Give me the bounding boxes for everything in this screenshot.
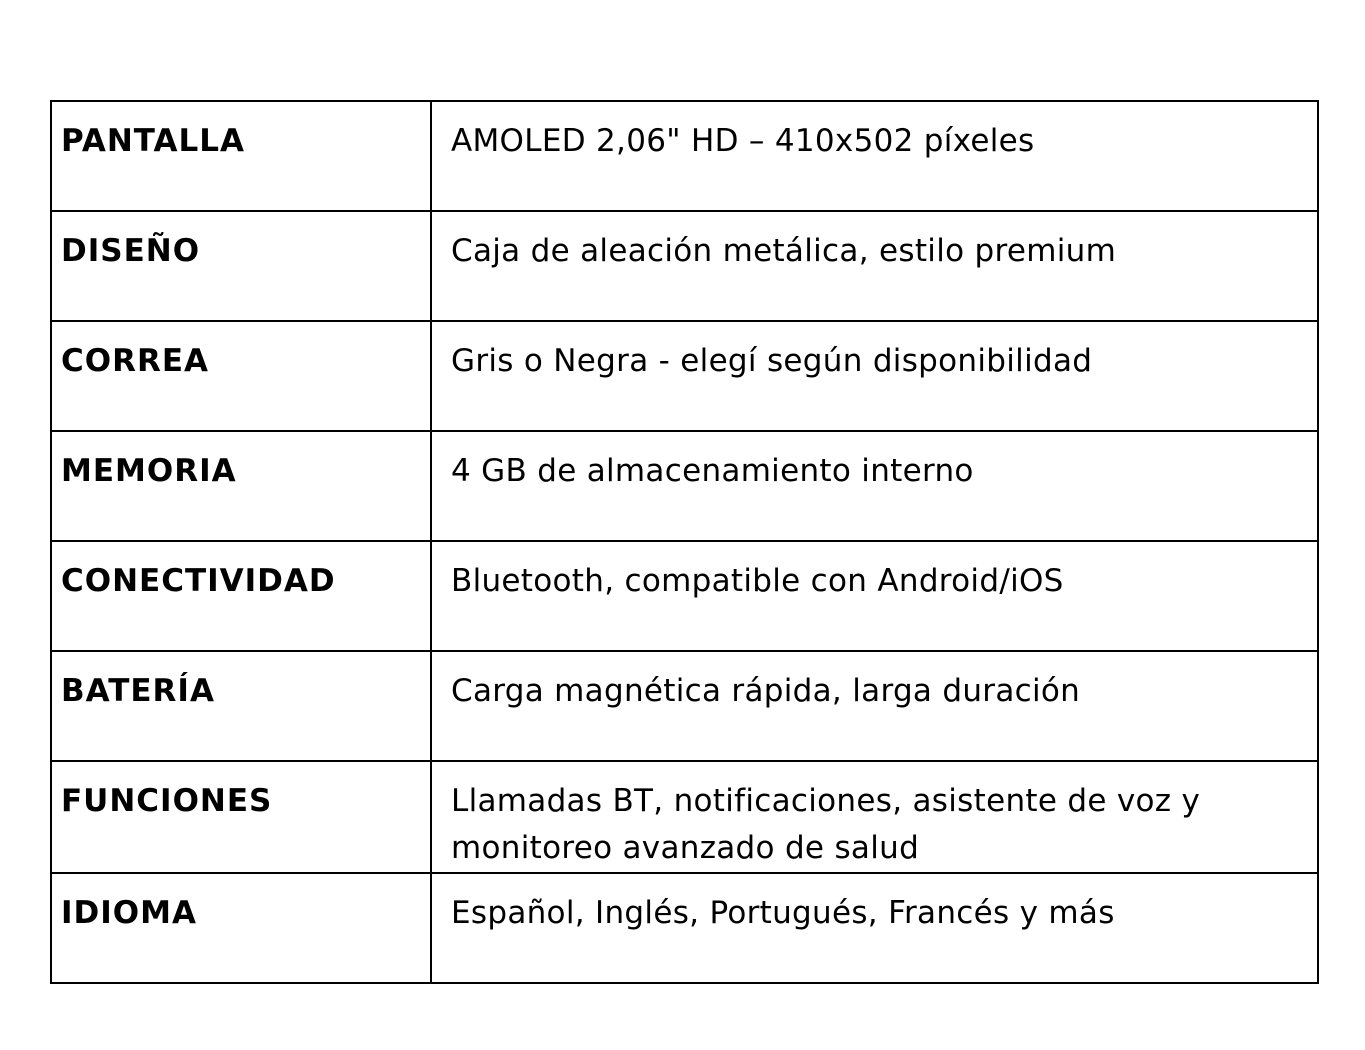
spec-value: Bluetooth, compatible con Android/iOS [431,541,1318,651]
spec-label: CONECTIVIDAD [51,541,431,651]
spec-row-pantalla [51,101,1318,211]
spec-row-idioma [51,873,1318,983]
spec-row-correa [51,321,1318,431]
spec-label: IDIOMA [51,873,431,983]
spec-table [50,100,1319,984]
spec-value: Carga magnética rápida, larga duración [431,651,1318,761]
spec-row-diseno [51,211,1318,321]
spec-value: AMOLED 2,06" HD – 410x502 píxeles [431,101,1318,211]
spec-row-bateria [51,651,1318,761]
spec-row-conectividad [51,541,1318,651]
spec-value: Caja de aleación metálica, estilo premium [431,211,1318,321]
spec-label: MEMORIA [51,431,431,541]
spec-label: CORREA [51,321,431,431]
spec-label: BATERÍA [51,651,431,761]
spec-value: Llamadas BT, notificaciones, asistente de voz y monitoreo avanzado de salud [431,761,1318,873]
spec-label: PANTALLA [51,101,431,211]
spec-row-funciones [51,761,1318,873]
spec-value: 4 GB de almacenamiento interno [431,431,1318,541]
spec-value: Español, Inglés, Portugués, Francés y más [431,873,1318,983]
spec-value: Gris o Negra - elegí según disponibilidad [431,321,1318,431]
spec-label: FUNCIONES [51,761,431,873]
spec-row-memoria [51,431,1318,541]
spec-label: DISEÑO [51,211,431,321]
